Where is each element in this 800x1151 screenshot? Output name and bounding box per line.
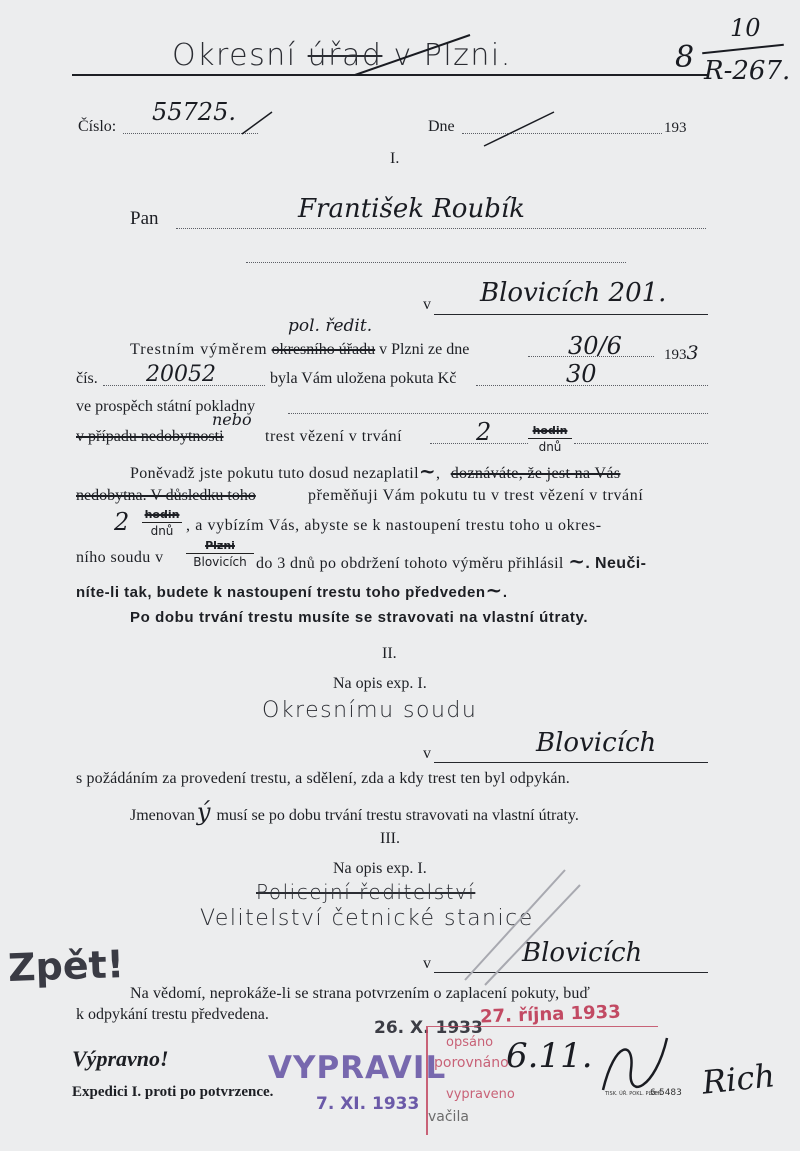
section-3-opis: Na opis exp. I. [333,860,427,877]
p5-struck: doznáváte, že jest na Vás [450,465,621,482]
p7-text: , a vybízím Vás, abyste se k nastoupení trestu toho u okres- [186,517,602,534]
p9-mark: ~ [485,578,503,602]
p7-fraction [142,508,182,538]
ref-denominator: R-267. [704,56,791,86]
title-start: Okresní [172,38,308,73]
p8-frac-top: Plzni [205,539,235,552]
p3-text: ve prospěch státní pokladny [76,398,256,415]
p1-date: 30/6 [568,332,622,360]
section-2-opis: Na opis exp. I. [333,675,427,692]
section-1-roman: I. [390,150,400,167]
section-3-struck-addressee: Policejní ředitelství [256,880,476,904]
p8-text-a: ního soudu v [76,549,164,566]
p8-text-b: do 3 dnů po obdržení tohoto výměru přihlásil [256,555,564,572]
p1-year-hw: 3 [686,342,699,364]
section-3-line2: k odpykání trestu předvedena. [76,1006,269,1023]
stamp-red-line2: porovnáno [434,1055,509,1071]
dne-label: Dne [428,118,455,135]
section-3-v-label: v [423,955,431,972]
section-3-place: Blovicích [522,938,643,968]
section-2-place: Blovicích [536,728,657,758]
pencil-diagonal-lines [455,860,585,990]
p10-text: Po dobu trvání trestu musíte se stravovati na vlastní útraty. [130,609,589,626]
section-3-roman: III. [380,830,400,847]
signature: Rich [700,1056,777,1102]
recipient-name: František Roubík [298,194,525,224]
section-2-line2-a: Jmenovan [130,807,195,824]
cis-label: čís. [76,370,98,387]
cislo-label: Číslo: [78,118,117,135]
section-2-line2-b: musí se po dobu trvání trestu stravovati na vlastní útraty. [216,807,579,824]
p1-struck: okresního úřadu [271,341,376,358]
stamp-date-3: 7. XI. 1933 [316,1094,420,1114]
p5-line [130,459,620,483]
p8-frac-bottom: Blovicích [193,555,247,569]
p4-dots-end [574,443,708,444]
recipient-place: Blovicích 201. [480,278,667,308]
p4-text: trest vězení v trvání [265,428,403,445]
pan-second-line [246,262,626,263]
stamp-red-line4: vačila [428,1109,469,1125]
stamp-date-1: 26. X. 1933 [374,1018,483,1038]
section-3-line1: Na vědomí, neprokáže-li se strana potvrzením o zaplacení pokuty, buď [130,985,590,1002]
p4-frac-bottom: dnů [538,440,562,454]
section-3-addressee: Velitelství četnické stanice [200,906,534,931]
pan-dotted-line [176,228,706,229]
section-2-v-label: v [423,745,431,762]
p8-line [256,549,646,573]
stamp-red-line1: opsáno [446,1035,494,1050]
ref-fraction-line [702,44,784,55]
cislo-value: 55725. [152,98,236,126]
p5-comma: , [435,465,441,482]
title-end: v Plzni. [382,38,512,73]
p1-text-b: v Plzni ze dne [379,341,470,358]
p9-text: níte-li tak, budete k nastoupení trestu toho předveden [76,584,486,601]
stamp-red-line3: vypraveno [446,1087,515,1102]
cis-value: 20052 [146,362,216,387]
p1-year-print: 193 [664,347,687,363]
section-2-place-underline [434,762,708,763]
place-underline [434,314,708,315]
cislo-slash [238,108,278,138]
p4-frac-top: hodin [532,424,568,437]
dne-slash [480,108,560,150]
form-number: 6-5483 [650,1088,682,1098]
p1-year [664,342,699,364]
stamp-vypravil: VYPRAVIL [268,1050,447,1086]
p2-text: byla Vám uložena pokuta Kč [270,370,457,387]
place-v-label: v [423,296,431,313]
section-2-line1: s požádáním za provedení trestu, a sdělení, zda a kdy trest ten byl odpykán. [76,770,570,787]
p9-line [76,578,507,602]
dne-year: 193 [664,120,687,136]
section-2-addressee: Okresnímu soudu [262,698,478,723]
vypravno-label: Výpravno! [72,1046,169,1071]
p4-amount: 2 [476,418,492,446]
pan-label: Pan [130,208,159,229]
p9-end: . [502,584,508,601]
section-2-roman: II. [382,645,397,662]
p1-insert: pol. ředit. [288,316,373,336]
p8-mark: ~ [568,549,586,573]
p4-fraction [528,424,572,454]
p6-struck: nedobytna. V důsledku toho [76,487,256,504]
p1-text-a: Trestním výměrem [130,341,268,358]
section-2-line2 [130,798,579,826]
title-struck: úřad [307,38,383,73]
p4-struck: v případu nedobytnosti [76,428,224,445]
p5-text-a: Poněvadž jste pokutu tuto dosud nezaplatil [130,465,419,482]
title-slash-mark [350,30,480,80]
ref-number-handwritten: 8 [675,40,695,75]
printer-mark: TISK. ÚŘ. POKL. PLZEŇ [605,1091,662,1097]
p8-fraction [186,539,254,569]
zpet-stamp: Zpět! [7,941,125,991]
p6-text: přeměňuji Vám pokutu tu v trest vězení v trvání [308,487,644,504]
p3-dots [288,413,708,414]
p1-line [130,341,469,359]
stamp-hw-date: 6.11. [506,1036,593,1076]
p8-text-c: . Neuči- [585,555,647,572]
p7-frac-top: hodin [144,508,180,521]
ref-numerator: 10 [730,14,761,42]
p7-amount: 2 [114,508,130,536]
header-rule [72,74,707,76]
section-2-line2-hw: ý [196,798,211,826]
p4-insert: nebo [212,410,252,429]
stamp-date-2: 27. října 1933 [479,1001,622,1028]
fine-amount: 30 [566,360,597,388]
p5-mark: ~ [418,459,436,483]
p7-frac-bottom: dnů [150,524,174,538]
expedici-label: Expedici I. proti po potvrzence. [72,1084,274,1100]
